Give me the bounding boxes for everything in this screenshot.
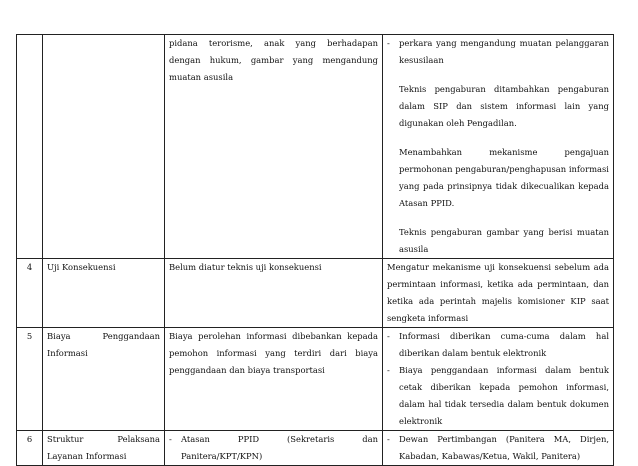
list-item xyxy=(169,431,378,465)
aspect-line: Layanan Informasi xyxy=(47,451,127,461)
aspect-word: Struktur xyxy=(47,434,84,444)
aspect-word: Penggandaan xyxy=(102,331,160,341)
row-number: 6 xyxy=(17,431,43,466)
list-item xyxy=(387,328,609,362)
table-row xyxy=(17,259,614,328)
list-item-text: Biaya penggandaan informasi dalam bentuk cetak diberikan kepada pemohon informasi, dalam hal tidak tersedia dalam bentuk dokumen elektronik xyxy=(399,365,609,426)
bullet-dash: - xyxy=(387,331,390,341)
new-rule-cell: Mengatur mekanisme uji konsekuensi sebelum ada permintaan informasi, ketika ada permintaan, dan ketika ada perintah majelis komisioner KIP saat sengketa informasi xyxy=(383,259,614,328)
aspect-cell: Uji Konsekuensi xyxy=(43,259,165,328)
list-item xyxy=(387,431,609,465)
list-item-text: Informasi diberikan cuma-cuma dalam hal diberikan dalam bentuk elektronik xyxy=(399,331,609,358)
old-rule-cell: pidana terorisme, anak yang berhadapan dengan hukum, gambar yang mengandung muatan asusila xyxy=(165,35,383,259)
table-row xyxy=(17,328,614,431)
aspect-cell xyxy=(43,328,165,431)
new-rule-cell xyxy=(383,431,614,466)
row-number xyxy=(17,35,43,259)
new-rule-cell xyxy=(383,328,614,431)
comparison-table xyxy=(16,34,614,466)
list-item-text: Dewan Pertimbangan (Panitera MA, Dirjen, Kabadan, Kabawas/Ketua, Wakil, Panitera) xyxy=(399,434,609,461)
paragraph: Teknis pengaburan gambar yang berisi muatan asusila xyxy=(399,227,609,254)
new-rule-cell xyxy=(383,35,614,259)
aspect-word: Biaya xyxy=(47,331,71,341)
list-item xyxy=(387,362,609,430)
aspect-cell xyxy=(43,35,165,259)
list-item-text: perkara yang mengandung muatan pelanggaran kesusilaan xyxy=(399,38,609,65)
old-rule-cell: Belum diatur teknis uji konsekuensi xyxy=(165,259,383,328)
old-rule-cell: Biaya perolehan informasi dibebankan kepada pemohon informasi yang terdiri dari biaya penggandaan dan biaya transportasi xyxy=(165,328,383,431)
aspect-cell xyxy=(43,431,165,466)
paragraph: Teknis pengaburan ditambahkan pengaburan dalam SIP dan sistem informasi lain yang digunakan oleh Pengadilan. xyxy=(399,84,609,128)
old-rule-cell xyxy=(165,431,383,466)
row-number: 5 xyxy=(17,328,43,431)
list-item-text: Atasan PPID (Sekretaris dan Panitera/KPT/KPN) xyxy=(181,434,378,461)
bullet-dash: - xyxy=(387,434,390,444)
bullet-dash: - xyxy=(387,365,390,375)
paragraph: Menambahkan mekanisme pengajuan permohonan pengaburan/penghapusan informasi yang pada prinsipnya tidak dikecualikan kepada Atasan PPID. xyxy=(399,147,609,208)
bullet-dash: - xyxy=(387,38,390,48)
aspect-line: Informasi xyxy=(47,348,88,358)
table-row xyxy=(17,431,614,466)
row-number: 4 xyxy=(17,259,43,328)
bullet-dash: - xyxy=(169,434,172,444)
list-item xyxy=(387,35,609,69)
table-row xyxy=(17,35,614,259)
aspect-word: Pelaksana xyxy=(117,434,160,444)
